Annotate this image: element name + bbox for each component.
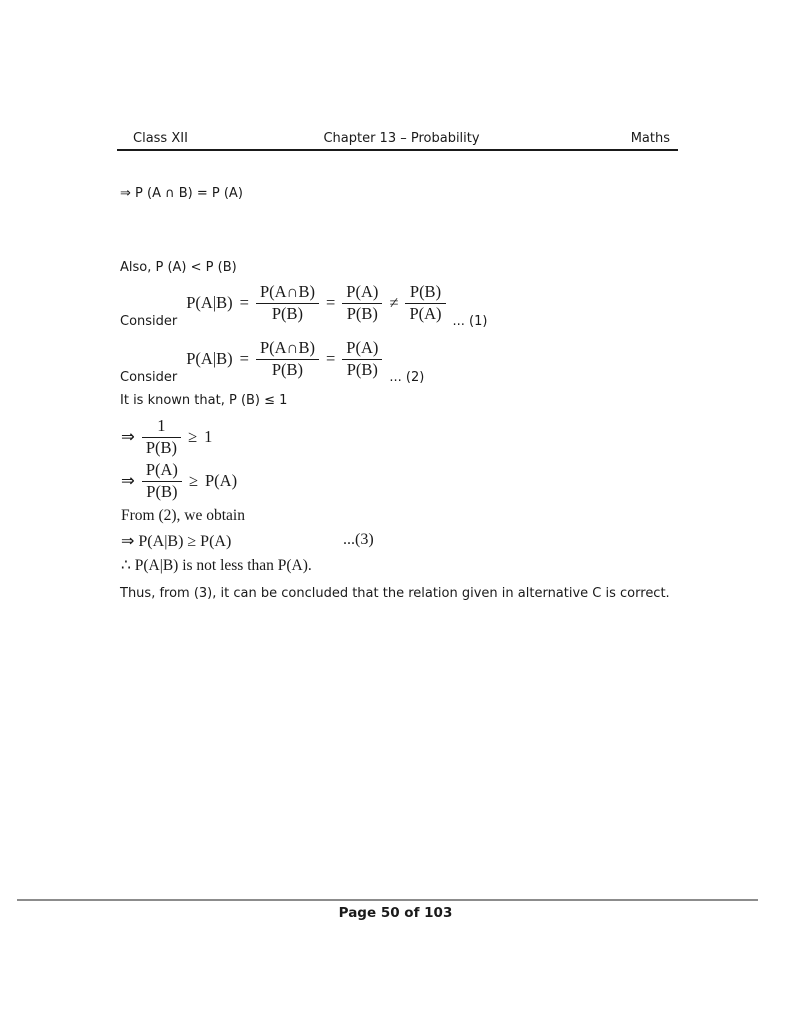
eq2-lhs: P(A|B) xyxy=(186,349,233,369)
eq3-body: P(A|B) ≥ P(A) xyxy=(138,533,232,550)
ineq2-denominator: P(B) xyxy=(146,481,178,501)
line-conclusion: Thus, from (3), it can be concluded that the relation given in alternative C is correct. xyxy=(120,586,670,601)
eq1-lhs: P(A|B) xyxy=(186,293,233,313)
footer-divider xyxy=(17,899,758,901)
page-header xyxy=(117,131,678,151)
ineq2-fraction xyxy=(142,461,182,502)
ineq1-rhs: 1 xyxy=(204,427,213,447)
header-subject-label: Maths xyxy=(630,131,671,146)
equation-2-tag: ... (2) xyxy=(389,369,425,385)
eq2-fraction-2 xyxy=(342,339,382,380)
eq2-fraction-1 xyxy=(256,339,319,380)
eq1-fraction-3 xyxy=(405,283,445,324)
inequality-1-row xyxy=(121,417,212,458)
line-therefore: ∴ P(A|B) is not less than P(A). xyxy=(121,557,312,574)
ineq1-numerator: 1 xyxy=(142,417,181,438)
ineq1-relation: ≥ xyxy=(188,427,198,447)
eq1-equals-1: = xyxy=(239,293,249,313)
line-from-2: From (2), we obtain xyxy=(121,507,245,524)
eq2-frac2-numerator: P(A) xyxy=(342,339,382,360)
ineq1-denominator: P(B) xyxy=(145,437,177,457)
eq2-frac2-denominator: P(B) xyxy=(346,359,378,379)
line-implies-intersection: ⇒ P (A ∩ B) = P (A) xyxy=(120,186,243,201)
eq1-frac1-numerator: P(A∩B) xyxy=(256,283,319,304)
equation-2-math xyxy=(186,339,382,380)
page-number-label: Page 50 of 103 xyxy=(338,905,453,921)
eq1-frac2-denominator: P(B) xyxy=(346,303,378,323)
equation-2-row xyxy=(120,339,424,385)
equation-1-tag: ... (1) xyxy=(452,313,488,329)
eq1-not-equal-sign: ≠ xyxy=(389,293,399,313)
consider-label-1: Consider xyxy=(120,313,178,329)
ineq2-numerator: P(A) xyxy=(142,461,182,482)
ineq2-relation: ≥ xyxy=(188,471,198,491)
eq1-frac3-numerator: P(B) xyxy=(405,283,445,304)
equation-1-math xyxy=(186,283,445,324)
ineq1-arrow: ⇒ xyxy=(121,427,135,447)
ineq2-arrow: ⇒ xyxy=(121,471,135,491)
eq1-fraction-1 xyxy=(256,283,319,324)
consider-label-2: Consider xyxy=(120,369,178,385)
header-class-label: Class XII xyxy=(133,131,188,146)
eq3-arrow: ⇒ xyxy=(121,533,135,550)
eq1-equals-2: = xyxy=(325,293,336,313)
eq1-frac3-denominator: P(A) xyxy=(409,303,442,323)
eq2-equals-2: = xyxy=(325,349,336,369)
line-also: Also, P (A) < P (B) xyxy=(120,260,237,275)
eq2-equals-1: = xyxy=(239,349,249,369)
eq1-fraction-2 xyxy=(342,283,382,324)
inequality-2-row xyxy=(121,461,237,502)
line-known: It is known that, P (B) ≤ 1 xyxy=(120,393,288,408)
eq2-frac1-numerator: P(A∩B) xyxy=(256,339,319,360)
equation-1-row xyxy=(120,283,487,329)
eq1-frac1-denominator: P(B) xyxy=(271,303,304,323)
eq1-frac2-numerator: P(A) xyxy=(342,283,382,304)
equation-3-tag: ...(3) xyxy=(343,531,374,548)
equation-3-row xyxy=(121,531,374,551)
ineq1-fraction xyxy=(142,417,181,458)
ineq2-rhs: P(A) xyxy=(204,471,238,491)
eq2-frac1-denominator: P(B) xyxy=(271,359,304,379)
header-chapter-title: Chapter 13 – Probability xyxy=(323,131,480,146)
